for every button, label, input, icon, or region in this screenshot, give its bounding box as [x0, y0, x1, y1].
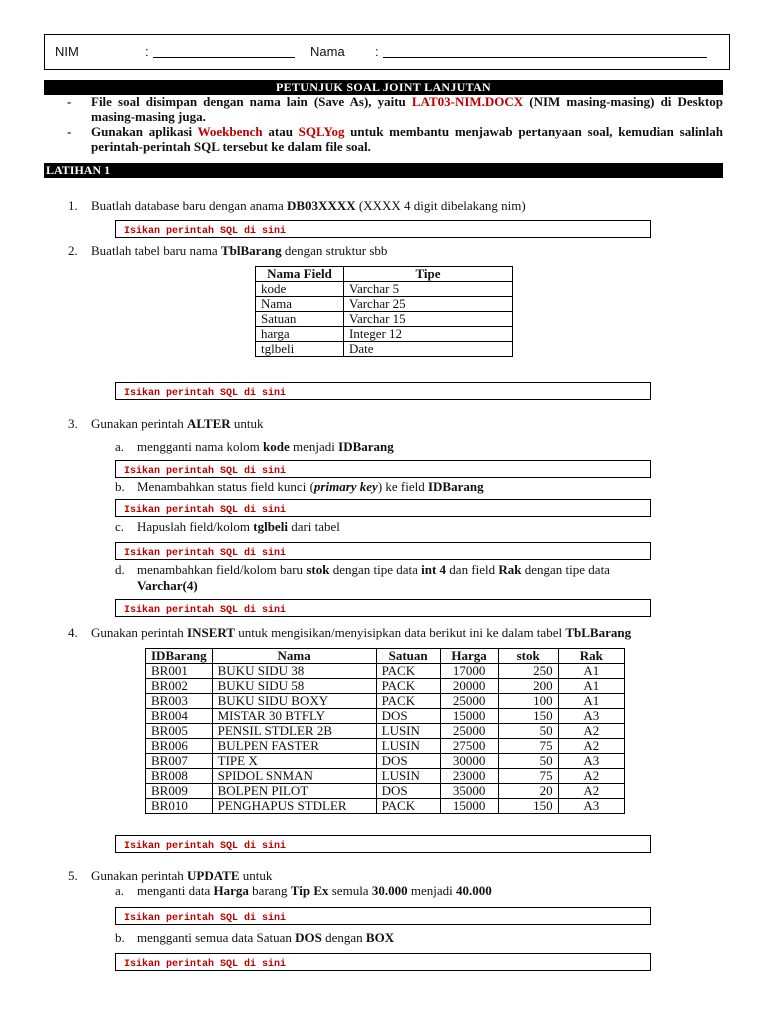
table-cell: 17000 — [440, 664, 498, 679]
table-row — [146, 709, 625, 724]
table-cell: PENSIL STDLER 2B — [212, 724, 376, 739]
question-3d: menambahkan field/kolom baru stok dengan tipe data int 4 dan field Rak dengan tipe data Varchar(4) — [137, 562, 610, 593]
instruction-item-1: File soal disimpan dengan nama lain (Save As), yaitu LAT03-NIM.DOCX (NIM masing-masing) di Desktop masing-masing juga. — [91, 94, 723, 124]
filename-highlight: LAT03-NIM.DOCX — [411, 94, 524, 109]
table-cell: BR009 — [146, 784, 213, 799]
data-header: stok — [498, 649, 558, 664]
question-1: Buatlah database baru dengan anama DB03XXXX (XXXX 4 digit dibelakang nim) — [91, 198, 526, 213]
table-row — [146, 754, 625, 769]
table-cell: BR008 — [146, 769, 213, 784]
student-info-box — [44, 34, 730, 70]
question-4: Gunakan perintah INSERT untuk mengisikan/menyisipkan data berikut ini ke dalam tabel TbLBarang — [91, 625, 632, 640]
instruction-item-2: Gunakan aplikasi Woekbench atau SQLYog untuk membantu menjawab pertanyaan soal, kemudian salinlah perintah-perintah SQL tersebut ke dalam file soal. — [91, 124, 724, 154]
table-cell: TIPE X — [212, 754, 376, 769]
table-cell: BUKU SIDU 38 — [212, 664, 376, 679]
sub-label: a. — [115, 439, 125, 454]
table-cell: 200 — [498, 679, 558, 694]
table-cell: 75 — [498, 739, 558, 754]
table-cell: 35000 — [440, 784, 498, 799]
structure-row — [256, 297, 513, 312]
question-5b: mengganti semua data Satuan DOS dengan BOX — [137, 930, 395, 945]
nim-label: NIM — [55, 44, 79, 59]
table-cell: PACK — [376, 679, 440, 694]
table-cell: DOS — [376, 784, 440, 799]
answer-box[interactable]: Isikan perintah SQL di sini — [115, 499, 651, 517]
structure-cell: Nama — [256, 297, 344, 312]
bullet: - — [67, 124, 72, 139]
table-cell: 25000 — [440, 724, 498, 739]
structure-header: Tipe — [344, 267, 513, 282]
structure-cell: Integer 12 — [344, 327, 513, 342]
answer-box[interactable]: Isikan perintah SQL di sini — [115, 382, 651, 400]
table-cell: A3 — [558, 799, 624, 814]
instructions-title: PETUNJUK SOAL JOINT LANJUTAN — [44, 80, 723, 95]
answer-box[interactable]: Isikan perintah SQL di sini — [115, 835, 651, 853]
question-3: Gunakan perintah ALTER untuk — [91, 416, 264, 431]
nim-field[interactable] — [153, 57, 295, 58]
question-number: 5. — [68, 868, 78, 883]
answer-box[interactable]: Isikan perintah SQL di sini — [115, 907, 651, 925]
table-row — [146, 679, 625, 694]
table-cell: BR004 — [146, 709, 213, 724]
table-cell: PENGHAPUS STDLER — [212, 799, 376, 814]
question-number: 3. — [68, 416, 78, 431]
table-cell: BR006 — [146, 739, 213, 754]
structure-cell: Varchar 15 — [344, 312, 513, 327]
table-cell: 25000 — [440, 694, 498, 709]
answer-box[interactable]: Isikan perintah SQL di sini — [115, 220, 651, 238]
table-cell: 20000 — [440, 679, 498, 694]
bullet: - — [67, 94, 72, 109]
table-cell: BR007 — [146, 754, 213, 769]
section-title: LATIHAN 1 — [44, 163, 723, 178]
table-cell: BUKU SIDU 58 — [212, 679, 376, 694]
structure-cell: Varchar 25 — [344, 297, 513, 312]
table-row — [146, 694, 625, 709]
table-cell: LUSIN — [376, 724, 440, 739]
table-cell: A2 — [558, 784, 624, 799]
question-5: Gunakan perintah UPDATE untuk — [91, 868, 273, 883]
table-cell: LUSIN — [376, 739, 440, 754]
answer-box[interactable]: Isikan perintah SQL di sini — [115, 542, 651, 560]
sub-label: b. — [115, 479, 125, 494]
question-3b: Menambahkan status field kunci (primary key) ke field IDBarang — [137, 479, 484, 494]
table-cell: 250 — [498, 664, 558, 679]
table-cell: 15000 — [440, 799, 498, 814]
data-header: Rak — [558, 649, 624, 664]
table-cell: 15000 — [440, 709, 498, 724]
table-cell: 150 — [498, 709, 558, 724]
structure-row — [256, 327, 513, 342]
table-cell: 50 — [498, 724, 558, 739]
structure-cell: Varchar 5 — [344, 282, 513, 297]
table-cell: A3 — [558, 754, 624, 769]
structure-cell: Date — [344, 342, 513, 357]
table-row — [146, 799, 625, 814]
table-cell: 30000 — [440, 754, 498, 769]
table-cell: A1 — [558, 679, 624, 694]
table-row — [146, 769, 625, 784]
sub-label: b. — [115, 930, 125, 945]
table-row — [146, 784, 625, 799]
structure-row — [256, 312, 513, 327]
data-header: IDBarang — [146, 649, 213, 664]
table-cell: A2 — [558, 724, 624, 739]
question-2: Buatlah tabel baru nama TblBarang dengan struktur sbb — [91, 243, 388, 258]
table-cell: SPIDOL SNMAN — [212, 769, 376, 784]
table-cell: 23000 — [440, 769, 498, 784]
table-row — [146, 664, 625, 679]
table-cell: BR005 — [146, 724, 213, 739]
question-number: 1. — [68, 198, 78, 213]
table-cell: 27500 — [440, 739, 498, 754]
table-cell: BR003 — [146, 694, 213, 709]
table-cell: A2 — [558, 769, 624, 784]
data-header: Harga — [440, 649, 498, 664]
sub-label: a. — [115, 883, 125, 898]
structure-cell: kode — [256, 282, 344, 297]
structure-cell: tglbeli — [256, 342, 344, 357]
answer-box[interactable]: Isikan perintah SQL di sini — [115, 599, 651, 617]
table-cell: A3 — [558, 709, 624, 724]
question-3a: mengganti nama kolom kode menjadi IDBarang — [137, 439, 394, 454]
structure-cell: Satuan — [256, 312, 344, 327]
structure-row — [256, 282, 513, 297]
structure-header: Nama Field — [256, 267, 344, 282]
sub-label: c. — [115, 519, 125, 534]
answer-box[interactable]: Isikan perintah SQL di sini — [115, 953, 651, 971]
table-cell: A1 — [558, 694, 624, 709]
table-cell: BULPEN FASTER — [212, 739, 376, 754]
data-table — [145, 648, 625, 814]
question-3c: Hapuslah field/kolom tglbeli dari tabel — [137, 519, 340, 534]
table-cell: BOLPEN PILOT — [212, 784, 376, 799]
table-cell: DOS — [376, 709, 440, 724]
data-header: Nama — [212, 649, 376, 664]
answer-box[interactable]: Isikan perintah SQL di sini — [115, 460, 651, 478]
table-cell: 100 — [498, 694, 558, 709]
table-cell: PACK — [376, 694, 440, 709]
table-cell: 75 — [498, 769, 558, 784]
table-cell: A2 — [558, 739, 624, 754]
nim-colon: : — [145, 44, 149, 59]
nama-label: Nama — [310, 44, 345, 59]
nama-colon: : — [375, 44, 379, 59]
table-cell: BR002 — [146, 679, 213, 694]
data-header: Satuan — [376, 649, 440, 664]
table-cell: BR001 — [146, 664, 213, 679]
table-row — [146, 739, 625, 754]
table-cell: DOS — [376, 754, 440, 769]
table-cell: BUKU SIDU BOXY — [212, 694, 376, 709]
table-cell: 20 — [498, 784, 558, 799]
table-cell: A1 — [558, 664, 624, 679]
table-cell: PACK — [376, 799, 440, 814]
table-cell: 150 — [498, 799, 558, 814]
table-cell: MISTAR 30 BTFLY — [212, 709, 376, 724]
table-row — [146, 724, 625, 739]
table-cell: BR010 — [146, 799, 213, 814]
structure-row — [256, 342, 513, 357]
question-5a: menganti data Harga barang Tip Ex semula 30.000 menjadi 40.000 — [137, 883, 492, 898]
table-cell: PACK — [376, 664, 440, 679]
table-cell: 50 — [498, 754, 558, 769]
question-number: 2. — [68, 243, 78, 258]
nama-field[interactable] — [383, 57, 707, 58]
structure-cell: harga — [256, 327, 344, 342]
structure-table — [255, 266, 513, 357]
question-number: 4. — [68, 625, 78, 640]
table-cell: LUSIN — [376, 769, 440, 784]
sub-label: d. — [115, 562, 125, 577]
